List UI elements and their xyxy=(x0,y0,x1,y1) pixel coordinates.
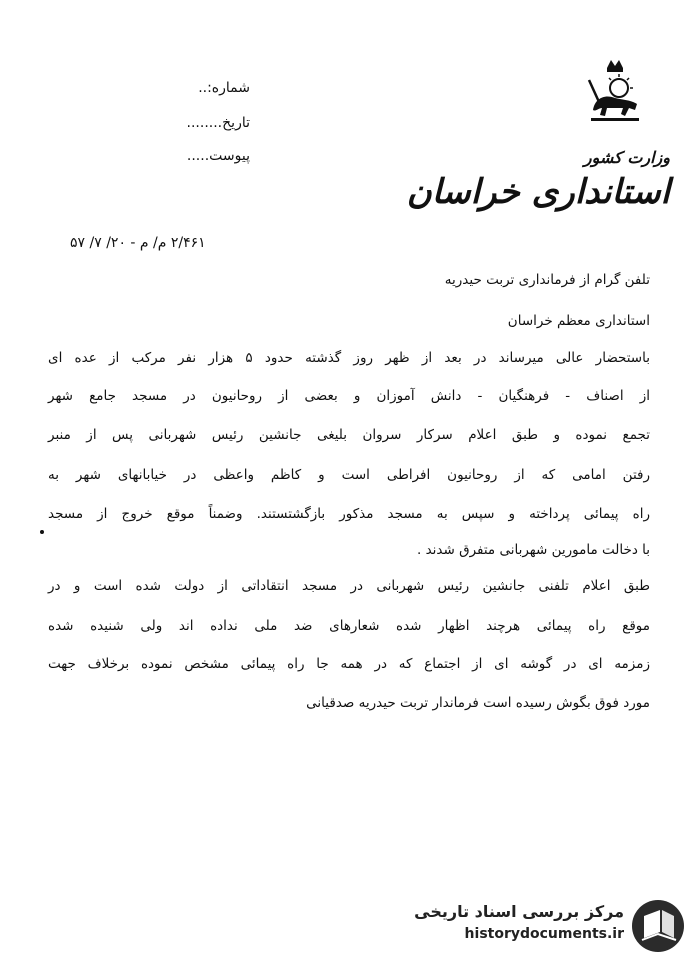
lion-and-sun-emblem-icon xyxy=(585,58,645,133)
reference-code: ۲/۴۶۱ م/ م - ۲۰/ ۷/ ۵۷ xyxy=(70,235,206,251)
watermark-url: historydocuments.ir xyxy=(464,926,624,942)
body-line: باستحضار عالی میرساند در بعد از ظهر روز گذشته حدود ۵ هزار نفر مرکب از عده ای xyxy=(48,350,650,366)
body-line: موقع راه پیمائی هرچند اظهار شده شعارهای ضد ملی نداده اند ولی شنیده شده xyxy=(48,618,650,634)
body-line: رفتن امامی که از روحانیون افراطی است و کاظم واعظی در خیابانهای شهر به xyxy=(48,467,650,483)
body-line: از اصناف - فرهنگیان - دانش آموزان و بعضی از روحانیون در مسجد جامع شهر xyxy=(48,388,650,404)
date-field-label: تاریخ........ xyxy=(186,115,250,131)
body-line: مورد فوق بگوش رسیده است فرماندار تربت حیدریه صدقیانی xyxy=(306,695,650,711)
body-line: با دخالت مامورین شهربانی متفرق شدند . xyxy=(416,542,650,558)
province-office-title: استانداری خراسان xyxy=(406,172,670,212)
attachment-field-label: پیوست..... xyxy=(186,148,250,164)
ministry-name: وزارت کشور xyxy=(583,148,670,167)
ink-dot xyxy=(40,530,44,534)
watermark-title: مرکز بررسی اسناد تاریخی xyxy=(414,902,624,921)
number-field-label: شماره:.. xyxy=(198,80,250,96)
watermark-logo xyxy=(412,898,692,950)
archive-logo-icon xyxy=(630,898,686,954)
body-line: راه پیمائی پرداخته و سپس به مسجد مذکور بازگشتستند. وضمناً موقع خروج از مسجد xyxy=(48,506,650,522)
body-line: تجمع نموده و طبق اعلام سرکار سروان بلیغی جانشین رئیس شهربانی پس از منبر xyxy=(48,427,650,443)
body-line: زمزمه ای در گوشه ای از اجتماع که در همه جا راه پیمائی مشخص نموده برخلاف جهت xyxy=(48,656,650,672)
subject-line: تلفن گرام از فرمانداری تربت حیدریه xyxy=(444,272,650,288)
body-line: طبق اعلام تلفنی جانشین رئیس شهربانی در مسجد انتقاداتی از دولت شده است و در xyxy=(48,578,650,594)
recipient-line: استانداری معظم خراسان xyxy=(507,313,650,329)
